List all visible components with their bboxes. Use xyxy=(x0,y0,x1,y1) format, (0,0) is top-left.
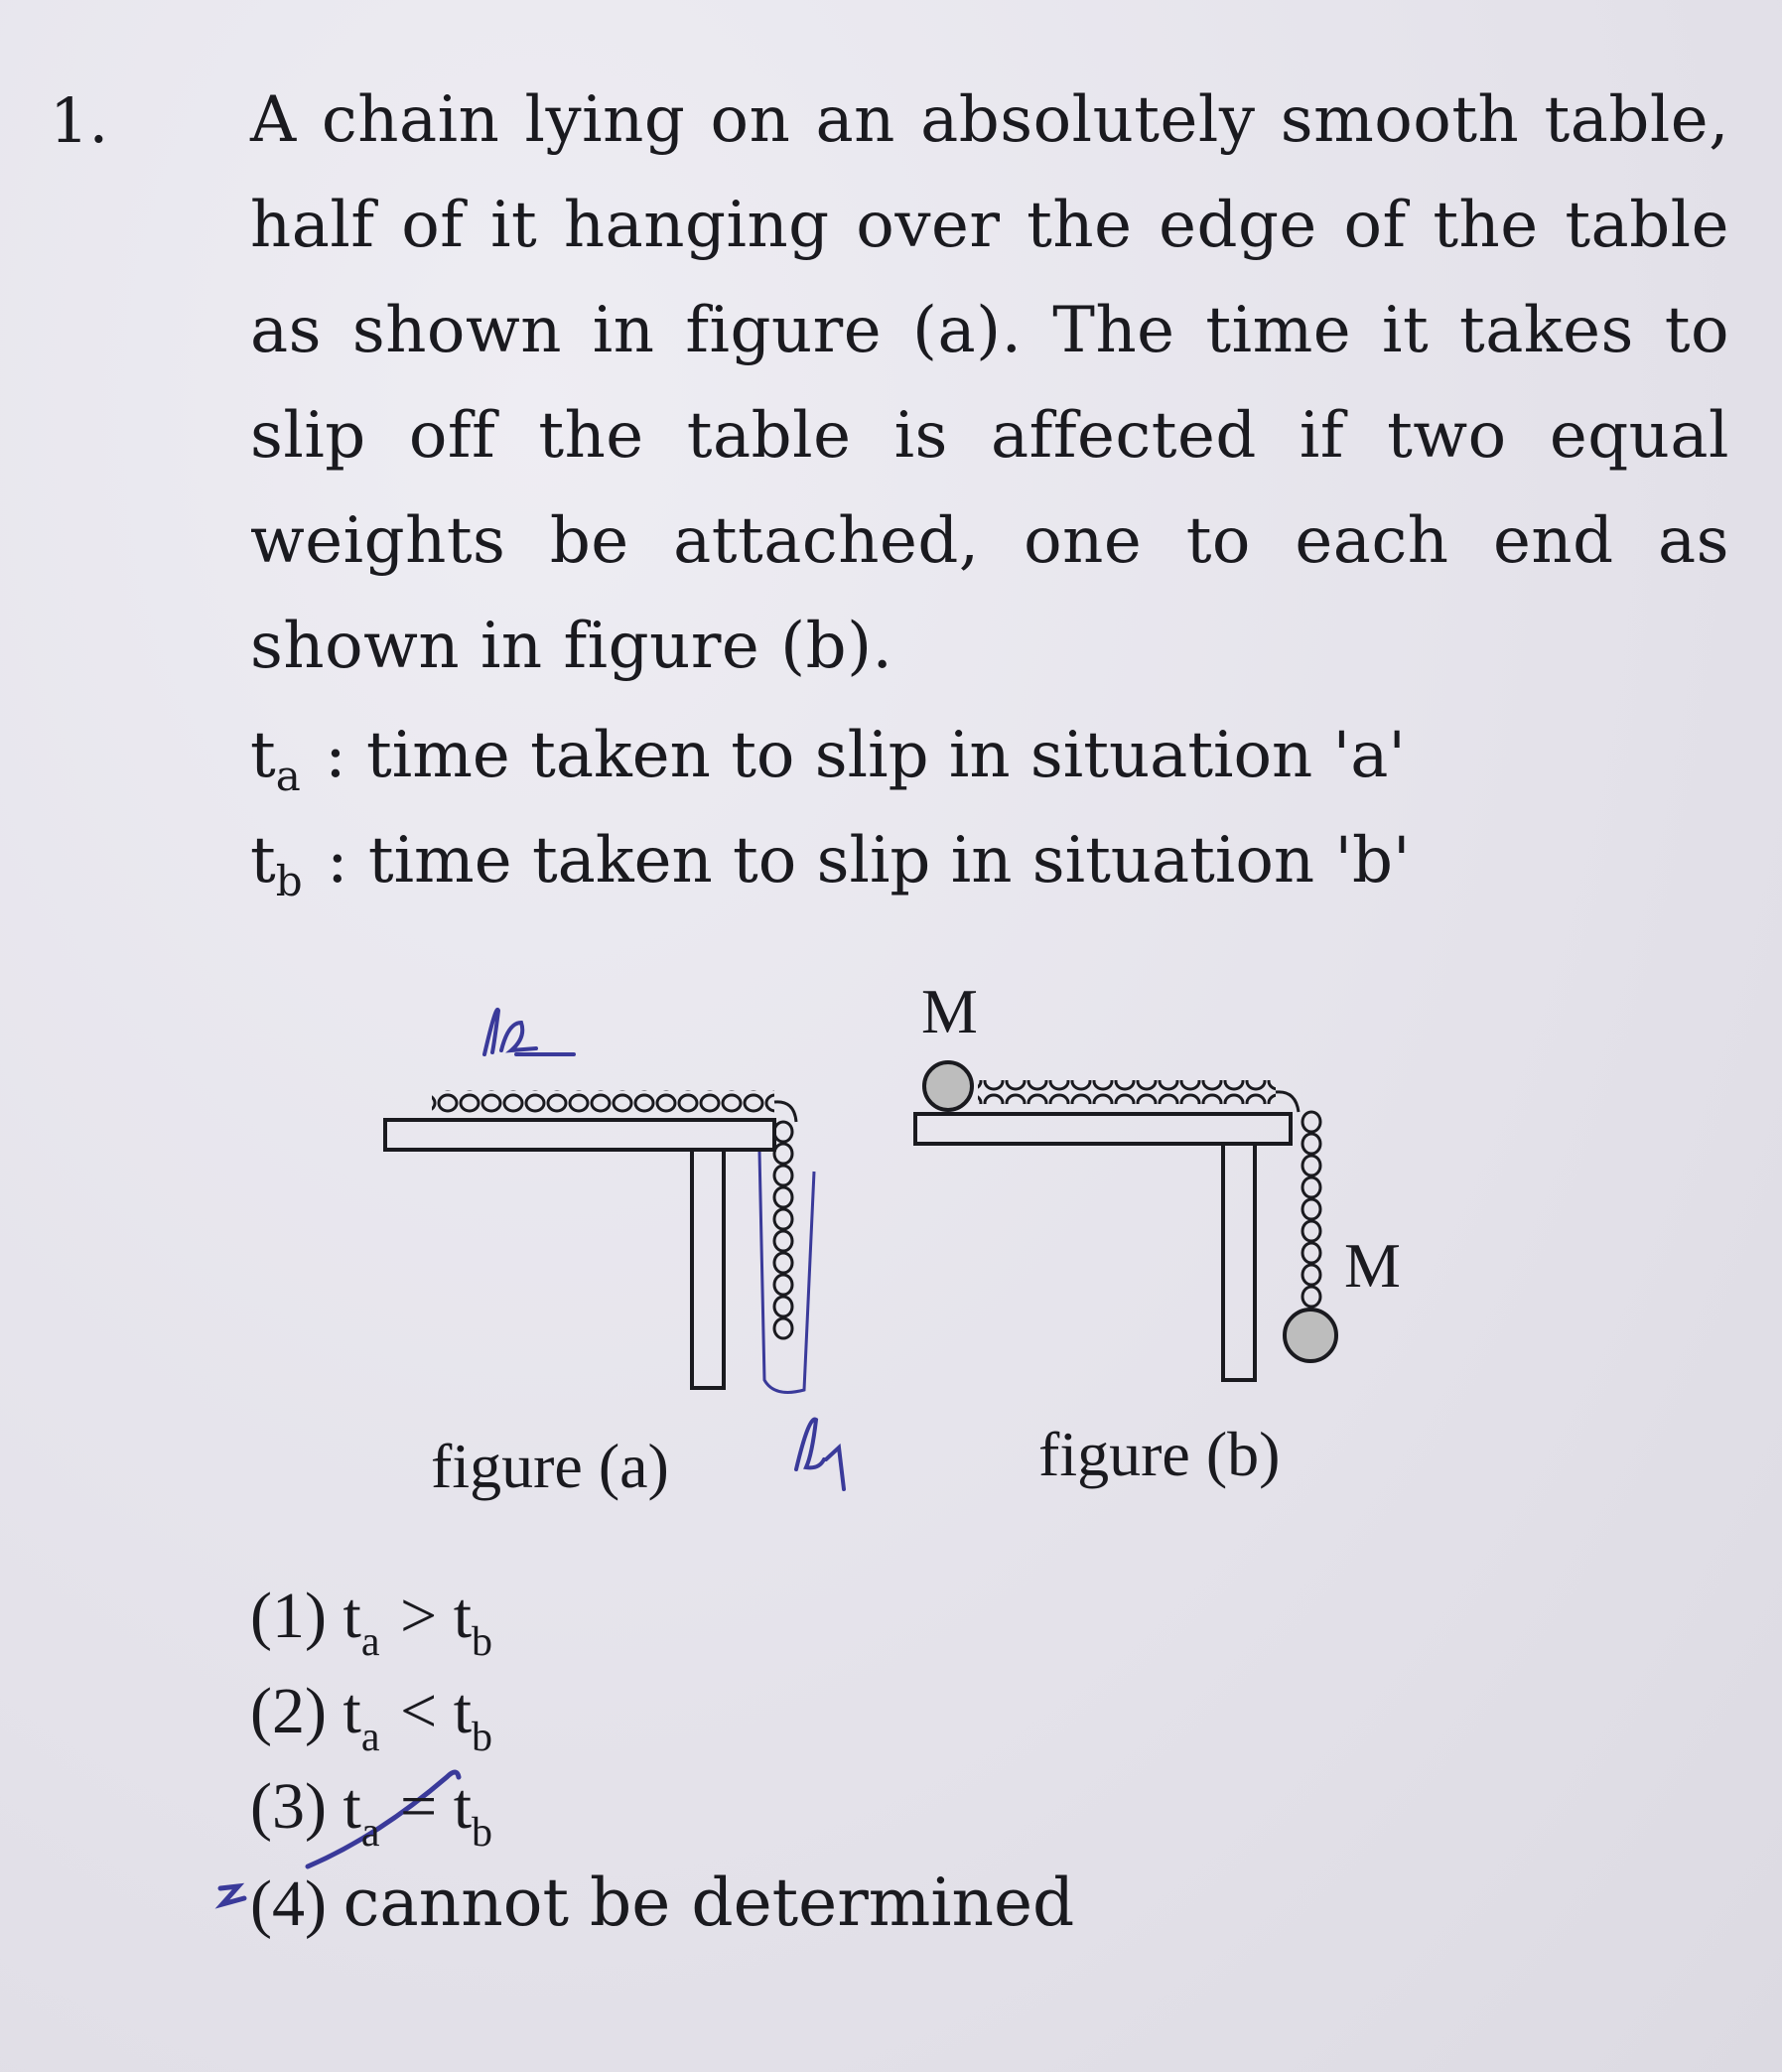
chain-vertical-b xyxy=(1302,1112,1320,1307)
chain-link xyxy=(1302,1177,1320,1197)
table-top-b xyxy=(915,1114,1291,1144)
mass-label-side: M xyxy=(1344,1230,1401,1301)
mass-hanging xyxy=(1285,1310,1336,1361)
question-line: half of it hanging over the edge of the table xyxy=(250,189,1729,262)
chain-horizontal-b xyxy=(978,1080,1299,1112)
chain-link xyxy=(1302,1265,1320,1285)
table-leg-b xyxy=(1223,1144,1255,1380)
option-3[interactable] xyxy=(250,1769,1074,1865)
question-number: 1. xyxy=(50,84,109,157)
chain-link xyxy=(1302,1287,1320,1307)
option-rhs: t xyxy=(453,1580,473,1652)
chain-link xyxy=(774,1231,792,1251)
option-operator: = xyxy=(399,1770,438,1843)
table-top-a xyxy=(385,1120,774,1150)
chain-horizontal-a xyxy=(432,1090,796,1122)
figure-a-drawing xyxy=(385,1090,814,1392)
table-leg-a xyxy=(692,1150,724,1388)
option-rhs-sub: b xyxy=(472,1715,493,1760)
option-operator: > xyxy=(399,1580,438,1652)
option-rhs: t xyxy=(453,1770,473,1843)
chain-link xyxy=(774,1318,792,1338)
option-number: (2) xyxy=(250,1675,327,1747)
chain-link xyxy=(774,1297,792,1316)
option-4[interactable] xyxy=(250,1865,1074,1960)
option-rhs: t xyxy=(453,1675,473,1747)
option-lhs-sub: a xyxy=(360,1619,380,1665)
chain-link xyxy=(1302,1112,1320,1132)
question-line: A chain lying on an absolutely smooth table, xyxy=(250,83,1729,157)
chain-vertical-a xyxy=(774,1122,792,1338)
option-text: cannot be determined xyxy=(343,1865,1075,1941)
option-lhs: t xyxy=(343,1675,361,1747)
options-list xyxy=(250,1579,1074,1960)
chain-link xyxy=(774,1275,792,1295)
mass-top xyxy=(924,1062,972,1110)
question-line: shown in figure (b). xyxy=(250,610,893,683)
chain-link xyxy=(1302,1134,1320,1154)
chain-link xyxy=(774,1122,792,1142)
option-lhs-sub: a xyxy=(360,1810,380,1856)
option-operator: < xyxy=(399,1675,438,1747)
option-rhs-sub: b xyxy=(472,1619,493,1665)
option-rhs-sub: b xyxy=(472,1810,493,1856)
handwritten-side-label xyxy=(796,1420,844,1489)
definition-symbol: t xyxy=(250,824,276,898)
chain-link xyxy=(1302,1156,1320,1175)
option-lhs: t xyxy=(343,1770,361,1843)
option-number: (1) xyxy=(250,1580,327,1652)
figure-b-caption: figure (b) xyxy=(1038,1419,1281,1489)
mass-label-top: M xyxy=(921,976,978,1046)
chain-link xyxy=(1302,1221,1320,1241)
option-number: (3) xyxy=(250,1770,327,1843)
chain-link xyxy=(1302,1199,1320,1219)
handwritten-top-label xyxy=(484,1010,574,1054)
question-line: weights be attached, one to each end as xyxy=(250,504,1729,578)
option-1[interactable] xyxy=(250,1579,1074,1674)
chain-link xyxy=(1302,1243,1320,1263)
definition-subscript: a xyxy=(275,752,301,800)
option-number: (4) xyxy=(250,1867,327,1940)
definition-text: : time taken to slip in situation 'b' xyxy=(326,824,1411,898)
definition-subscript: b xyxy=(275,857,303,905)
option-lhs-sub: a xyxy=(360,1715,380,1760)
chain-link xyxy=(774,1253,792,1273)
figure-a-caption: figure (a) xyxy=(431,1431,669,1501)
definition-text: : time taken to slip in situation 'a' xyxy=(325,719,1406,792)
chain-link xyxy=(774,1209,792,1229)
question-line: slip off the table is affected if two equal xyxy=(250,399,1729,473)
option-lhs: t xyxy=(343,1580,361,1652)
question-line: as shown in figure (a). The time it takes to xyxy=(250,294,1729,367)
chain-link xyxy=(774,1144,792,1164)
chain-link xyxy=(774,1166,792,1185)
figure-b-drawing xyxy=(915,1062,1336,1380)
chain-link xyxy=(774,1187,792,1207)
option-2[interactable] xyxy=(250,1674,1074,1769)
definition-symbol: t xyxy=(250,719,276,792)
